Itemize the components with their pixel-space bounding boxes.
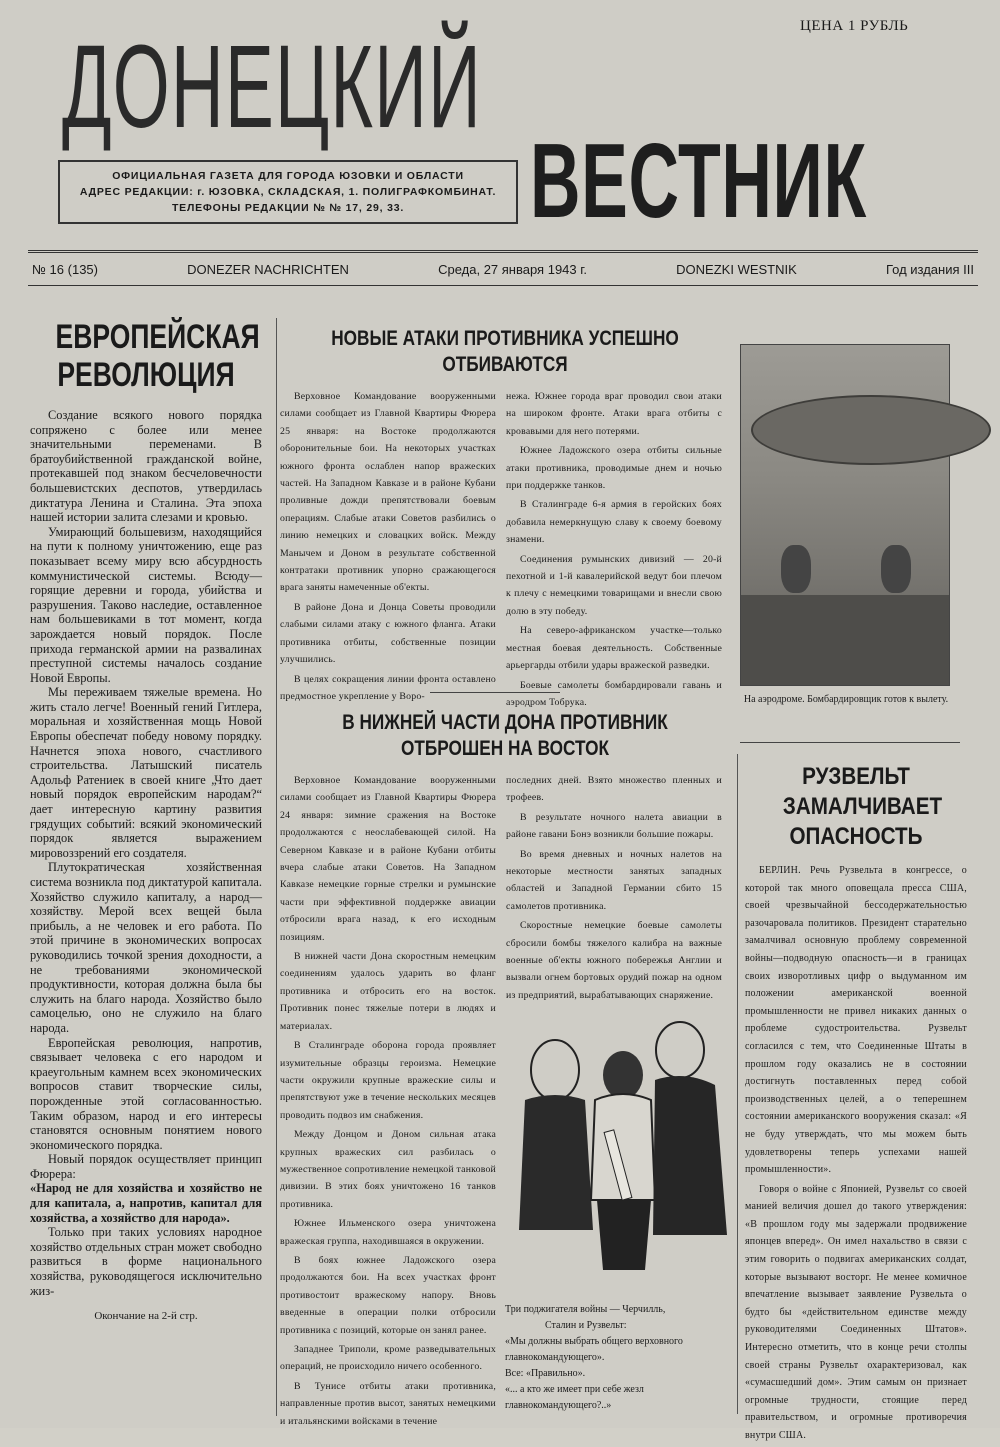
official-line: ТЕЛЕФОНЫ РЕДАКЦИИ № № 17, 29, 33. <box>171 202 405 214</box>
political-cartoon <box>505 1000 735 1282</box>
paragraph: Европейская революция, напротив, связывает человека с его народом и краеугольным камнем всех экономических вопросов ставит творческие силы, порожденные этой согласованностью. Таким образом, народ и его интересы становятся основным понятием нового экономического порядка. <box>30 1035 262 1152</box>
bomber-photo <box>740 344 950 686</box>
paragraph: нежа. Южнее города враг проводил свои атаки на широком фронте. Атаки врага отбиты с кровавыми для него потерями. <box>506 391 722 437</box>
official-line: ОФИЦИАЛЬНАЯ ГАЗЕТА ДЛЯ ГОРОДА ЮЗОВКИ И ОБЛАСТИ <box>112 170 464 182</box>
caption-line: «Мы должны выбрать общего верховного главнокомандующего». <box>505 1336 683 1363</box>
paragraph: В Тунисе отбиты атаки противника, направленные против высот, занятых немецкими и итальянскими войсками в течение <box>280 1380 496 1427</box>
fuhrer-principle: «Народ не для хозяйства и хозяйство не для капитала, а, напротив, капитал для хозяйства, а хозяйство для народа». <box>30 1181 262 1225</box>
paragraph: Умирающий большевизм, находящийся на пути к полному уничтожению, еще раз показывает всему миру всю абсурдность коммунистической системы. Всюду—горящие деревни и города, убийства и разрушения. Таково наследие, оставленное нам большевиками в тот момент, когда зарождается новый порядок. После прихода германской армии на развалинах преступной системы началось создание Новой Европы. <box>30 524 262 685</box>
cartoon-figure-body <box>519 1095 593 1230</box>
cartoon-figure-head <box>603 1051 643 1099</box>
article-column <box>280 772 496 1432</box>
section-divider <box>430 692 560 693</box>
photo-aircraft-shape <box>751 395 991 465</box>
photo-gear-shape <box>781 545 811 593</box>
paragraph: БЕРЛИН. Речь Рузвельта в конгрессе, о которой так много оповещала пресса США, своей чрезвычайной бессодержательностью разочаровала политиков. Президент старательно замалчивал основную проблему современной войны—подводную опасность—и в границах своих изворотливых цифр о выдуманном им положении американской военной промышленности не привел никаких данных о проблеме судостроительства. Рузвельт согласился с тем, что Соединенные Штаты в прошлом году оказались не в состоянии достигнуть поставленных перед собой производственных целей, а о теперешнем состоянии американского вооружения сказал: «Я не буду утверждать, что мы можем быть удовлетворены теперь успехами нашей промышленности». <box>745 865 967 1176</box>
article-title: В НИЖНЕЙ ЧАСТИ ДОНА ПРОТИВНИК ОТБРОШЕН НА ВОСТОК <box>342 711 668 760</box>
paragraph: Южнее Ладожского озера отбиты сильные атаки противника, проводимые днем и ночью при поддержке танков. <box>506 445 722 492</box>
article-roosevelt <box>745 762 967 1447</box>
paragraph: В нижней части Дона скоростным немецким соединениям удалось ударить во фланг противника и отбросить его на восток. Противник понес тяжелые потери в людях и материалах. <box>280 951 496 1032</box>
cartoon-figure-head <box>531 1040 579 1100</box>
paragraph: В боях южнее Ладожского озера продолжаются бои. На всех участках фронт противостоит вражескому напору. Вновь введенные в операции полки отбросили противника с позиций, которые он занял ранее. <box>280 1254 496 1336</box>
paragraph: Скоростные немецкие боевые самолеты сбросили бомбы тяжелого калибра на важные военные об'екты южного побережья Англии и вызвали огнем бортовых орудий пожар на одном из предприятий, вырабатывающих снаряжение. <box>506 920 722 1001</box>
paragraph: Южнее Ильменского озера уничтожена вражеская группа, находившаяся в окружении. <box>280 1218 496 1247</box>
official-line: АДРЕС РЕДАКЦИИ: г. ЮЗОВКА, СКЛАДСКАЯ, 1. ПОЛИГРАФКОМБИНАТ. <box>79 186 497 198</box>
paragraph: В Сталинграде оборона города проявляет изумительные образцы героизма. Немецкие части окружили крупные вражеские силы и препятствуют уже в течение нескольких месяцев проводить подвоз им снабжения. <box>280 1040 496 1121</box>
paragraph: В целях сокращения линии фронта оставлено предмостное укрепление у Воро- <box>280 673 496 702</box>
photo-ground-shape <box>741 595 949 685</box>
cartoon-figure-legs <box>597 1200 651 1270</box>
continued-note: Окончание на 2-й стр. <box>94 1310 198 1323</box>
cartoon-caption <box>505 1302 735 1414</box>
cartoon-figure-head <box>656 1022 704 1078</box>
paragraph: В результате ночного налета авиации в районе гавани Бонэ возникли большие пожары. <box>506 811 722 841</box>
german-title: DONEZER NACHRICHTEN <box>187 261 349 277</box>
photo-caption: На аэродроме. Бомбардировщик готов к вылету. <box>743 694 949 705</box>
paragraph: В Сталинграде 6-я армия в геройских боях добавила немеркнущую славу к своему боевому знамени. <box>506 499 722 546</box>
article-column <box>280 388 496 713</box>
issue-date: Среда, 27 января 1943 г. <box>438 261 588 277</box>
caption-line: Все: «Правильно». <box>505 1368 586 1379</box>
paragraph: Западнее Триполи, кроме разведывательных операций, не происходило ничего особенного. <box>280 1344 496 1373</box>
newspaper-title-line1: ДОНЕЦКИЙ <box>62 21 482 153</box>
article-column <box>506 388 722 713</box>
paragraph: Плутократическая хозяйственная система возникла под диктатурой капитала. Хозяйство служило капиталу, а народ—хозяйству. Мерой всех вещей была прибыль, а не человек и его работа. По этой причине в экономических вопросах руководились точкой зрения доходности, а не требованиями экономической продуктивности, которая должна была бы служить на благо народа. Хозяйство было самоцелью, оно не служило на благо народа. <box>30 860 262 1035</box>
issue-number: № 16 (135) <box>32 261 98 277</box>
paragraph: Во время дневных и ночных налетов на некоторые местности занятых западных областей и Западной Германии сбито 15 самолетов противника. <box>506 848 722 912</box>
paragraph: Верховное Командование вооруженными силами сообщает из Главной Квартиры Фюрера 25 января: на Востоке продолжаются оборонительные бои. На некоторых участках южного фронта ослаблен напор вражеских частей. На Западном Кавказе и в районе Кубани проливные дожди препятствовали боевым операциям. Слабые атаки Советов разбились о линию немецких и словацких войск. Между Манычем и Доном в результате собственной контратаки противник упорно сражающегося врага заняты намеченные об'екты. <box>280 391 496 594</box>
article-title: ЕВРОПЕЙСКАЯ РЕВОЛЮЦИЯ <box>55 318 260 394</box>
caption-line: Сталин и Рузвельт: <box>545 1320 627 1331</box>
photo-gear-shape <box>881 545 911 593</box>
caption-line: «... а кто же имеет при себе жезл главнокомандующего?..» <box>505 1384 644 1411</box>
latin-title: DONEZKI WESTNIK <box>676 261 797 277</box>
article-new-attacks <box>280 326 730 713</box>
paragraph: Соединения румынских дивизий — 20-й пехотной и 1-й кавалерийской ведут бои плечом к плечу с немецкими товарищами и внесли свою долю в эту победу. <box>506 553 722 617</box>
paragraph: Верховное Командование вооруженными силами сообщает из Главной Квартиры Фюрера 24 января: зимние сражения на Востоке продолжаются с неослабевающей силой. На Северном Кавказе и в районе Кубани отбиты вчера слабые атаки Советов. На Западном Кавказе немецкие горные стрелки и румынские части при эффективной поддержке авиации отбросили врага назад, к его исходным позициям. <box>280 775 496 943</box>
article-title: НОВЫЕ АТАКИ ПРОТИВНИКА УСПЕШНО ОТБИВАЮТСЯ <box>331 327 679 376</box>
paragraph: Новый порядок осуществляет принцип Фюрера: <box>30 1152 262 1181</box>
paragraph: На северо-африканском участке—только местная боевая деятельность. Собственные арьергарды отбили удары вражеской разведки. <box>506 625 722 672</box>
issue-meta-bar <box>28 250 978 286</box>
paragraph: Между Донцом и Доном сильная атака крупных вражеских сил разбилась о мужественное сопротивление немецкой танковой дивизии. В этих боях уничтожено 16 танков противника. <box>280 1129 496 1210</box>
paragraph: Мы переживаем тяжелые времена. Но жить стало легче! Военный гений Гитлера, моральная и хозяйственная мощь Новой Европы обеспечат победу новому порядку. Начнется эпоха нового, счастливого строительства. Латышский писатель Адольф Ратениек в своей книге „Что дает новый порядок европейским народам?“ дает интересную картину развития грядущих событий: всякий экономический порядок является выражением мировоззрений его создателя. <box>30 685 262 860</box>
article-body <box>745 862 967 1445</box>
paragraph: последних дней. Взято множество пленных и трофеев. <box>506 775 722 804</box>
column-divider <box>276 318 277 1416</box>
column-divider <box>737 754 738 1414</box>
paragraph: Боевые самолеты бомбардировали гавань и аэродром Тобрука. <box>506 679 722 708</box>
paragraph: Только при таких условиях народное хозяйство отдельных стран может свободно развиться в форме национального хозяйства, руководящегося исключительно жиз- <box>30 1225 262 1298</box>
cartoon-figure-body <box>653 1076 727 1235</box>
section-divider <box>740 742 960 743</box>
article-european-revolution <box>30 318 262 1322</box>
paragraph: В районе Дона и Донца Советы проводили слабыми силами атаку с южного фланга. Атаки противника отбиты, собственные позиции улучшились. <box>280 601 496 666</box>
article-title: РУЗВЕЛЬТ ЗАМАЛЧИВАЕТ ОПАСНОСТЬ <box>782 763 943 850</box>
official-info-box <box>58 160 518 224</box>
price-label: ЦЕНА 1 РУБЛЬ <box>800 18 909 34</box>
paragraph: Говоря о войне с Японией, Рузвельт со своей манией величия дошел до такого утверждения: «В прошлом году мы задержали продвижение японцев вперед». Он имел нахальство в связи с этим говорить о подвигах американских солдат, которые вызывают восторг. Не менее комичное впечатление вызывает заявление Рузвельта о будто бы «действительном единстве между руководителями Соединенных Штатов». Интересно отметить, что в конце речи столпы своей страны Рузвельт охарактеризовал, как «сумасшедший дом». Этим самым он признает огромные трудности, стоящие перед правительством, и огромные противоречия внутри США. <box>745 1183 967 1441</box>
caption-line: Три поджигателя войны — Черчилль, <box>505 1304 666 1315</box>
article-body <box>30 408 262 1298</box>
publication-year: Год издания III <box>885 261 974 277</box>
newspaper-title-line2: ВЕСТНИК <box>530 122 867 240</box>
paragraph: Создание всякого нового порядка сопряжено с более или менее значительными переменами. В братоубийственной гражданской войне, протекавшей под знаком бесчеловечности большевистских деспотов, утвердилась диктатура Ленина и Сталина. Эта эпоха нашей истории залита слезами и кровью. <box>30 408 262 525</box>
